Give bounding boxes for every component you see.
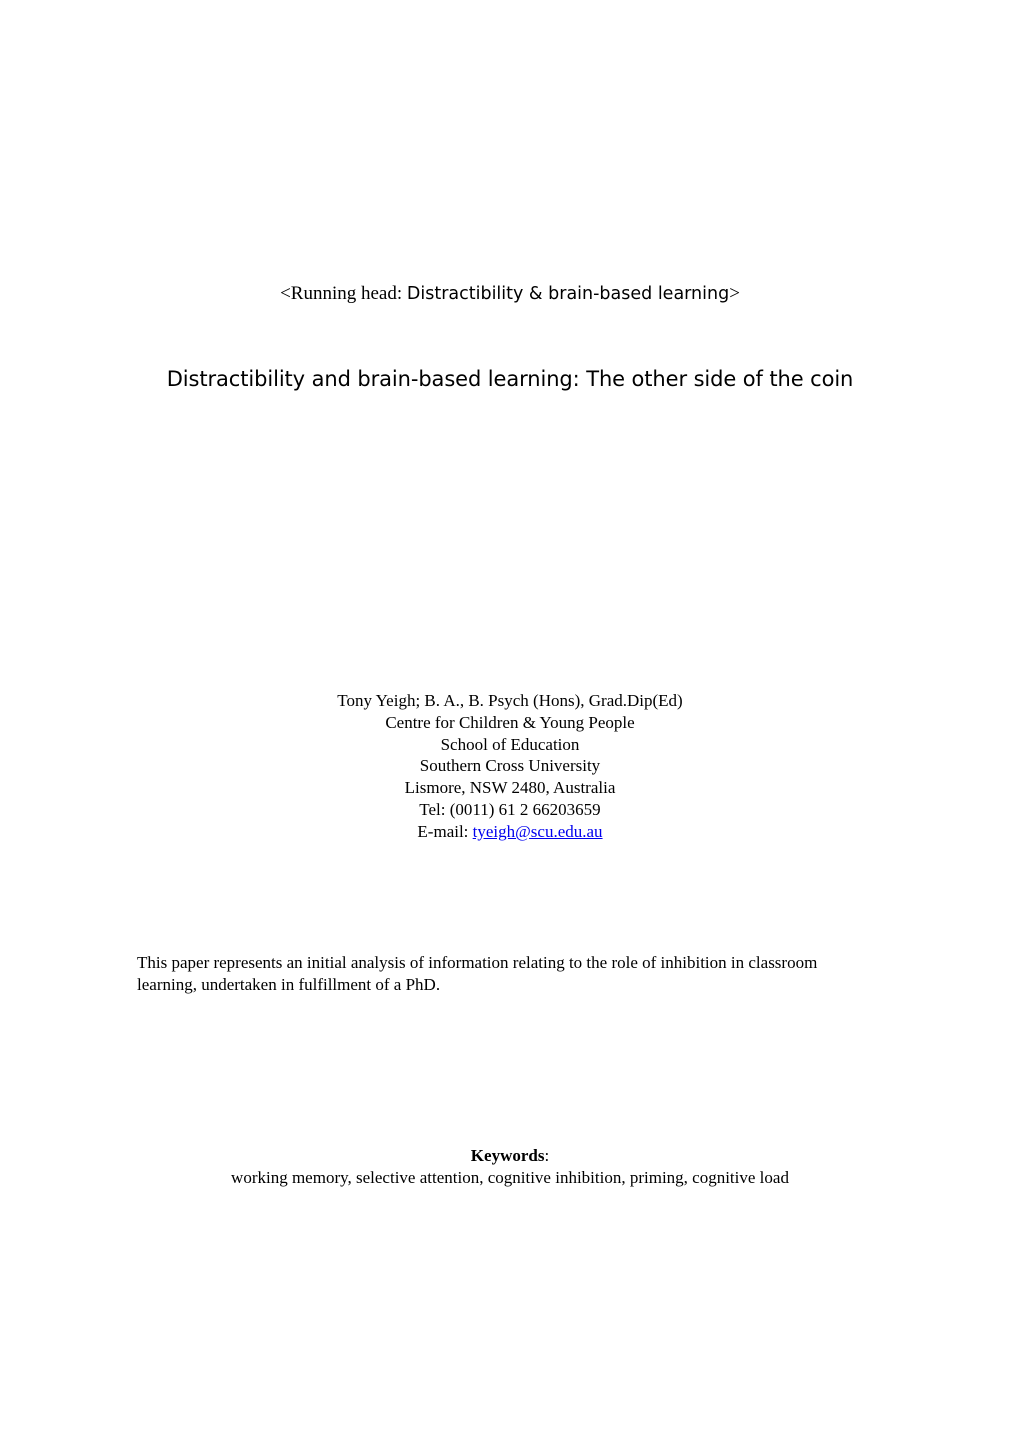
email-label: E-mail: xyxy=(417,821,473,841)
running-head-text: Distractibility & brain-based learning xyxy=(406,284,730,304)
running-head-prefix: <Running head: xyxy=(280,283,407,304)
paper-title: Distractibility and brain-based learning: The other side of the coin xyxy=(166,367,854,391)
author-email-line xyxy=(0,821,1020,843)
author-school: School of Education xyxy=(440,734,580,754)
author-centre: Centre for Children & Young People xyxy=(385,712,635,732)
running-head xyxy=(0,283,1020,305)
author-phone: Tel: (0011) 61 2 66203659 xyxy=(419,799,601,819)
keywords-label: Keywords xyxy=(470,1146,545,1165)
author-location: Lismore, NSW 2480, Australia xyxy=(404,778,616,798)
keywords-separator: : xyxy=(544,1146,550,1165)
running-head-suffix: > xyxy=(729,283,740,304)
author-university: Southern Cross University xyxy=(419,756,601,776)
email-link[interactable]: tyeigh@scu.edu.au xyxy=(472,821,603,841)
author-block xyxy=(0,690,1020,843)
author-name-line: Tony Yeigh; B. A., B. Psych (Hons), Grad.Dip(Ed) xyxy=(337,691,683,710)
keywords-heading xyxy=(0,1146,1020,1166)
keywords-list: working memory, selective attention, cognitive inhibition, priming, cognitive load xyxy=(231,1168,789,1187)
paper-note: This paper represents an initial analysis of information relating to the role of inhibition in classroom learning, undertaken in fulfillment of a PhD. xyxy=(137,953,818,994)
